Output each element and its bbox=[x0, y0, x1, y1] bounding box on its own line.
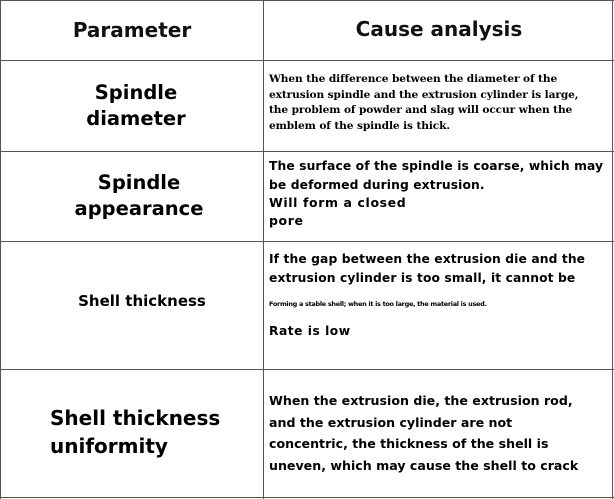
cause-line: extrusion cylinder is too small, it cannot be bbox=[269, 270, 576, 285]
cause-rate-text: Rate is low bbox=[269, 324, 351, 338]
cause-small-text: Forming a stable shell; when it is too large, the material is used. bbox=[269, 300, 487, 308]
parameter-cell bbox=[0, 241, 264, 369]
cause-line: extrusion spindle and the extrusion cylinder is large, bbox=[269, 88, 579, 101]
table-row bbox=[0, 60, 614, 151]
cause-extra-line: pore bbox=[269, 212, 304, 228]
cause-line: uneven, which may cause the shell to crack bbox=[269, 457, 579, 473]
parameter-line: appearance bbox=[74, 197, 204, 220]
cause-line: When the extrusion die, the extrusion rod, bbox=[269, 393, 573, 408]
cause-line: The surface of the spindle is coarse, which may bbox=[269, 159, 604, 173]
header-parameter: Parameter bbox=[72, 18, 192, 42]
cause-line: When the difference between the diameter of the bbox=[269, 73, 558, 85]
table-row bbox=[0, 369, 614, 497]
parameter-label: Shell thickness bbox=[78, 291, 206, 310]
header-cell-cause bbox=[264, 0, 614, 60]
parameter-line: Shell thickness bbox=[50, 406, 221, 430]
parameter-label bbox=[86, 80, 186, 132]
cause-cell bbox=[264, 369, 614, 497]
cause-line: the problem of powder and slag will occur when the bbox=[269, 104, 573, 117]
cause-line: emblem of the spindle is thick. bbox=[269, 119, 450, 132]
cause-line: If the gap between the extrusion die and the bbox=[269, 252, 586, 266]
parameter-line: uniformity bbox=[50, 434, 168, 458]
parameter-cell bbox=[0, 369, 264, 497]
table-row bbox=[0, 241, 614, 369]
parameter-line: Spindle bbox=[94, 80, 178, 104]
parameter-cell bbox=[0, 151, 264, 241]
cause-line: be deformed during extrusion. bbox=[269, 177, 485, 192]
cause-line: concentric, the thickness of the shell is bbox=[269, 436, 549, 451]
cause-extra-text bbox=[269, 194, 610, 229]
cause-cell bbox=[264, 241, 614, 369]
parameter-label bbox=[75, 170, 204, 222]
parameter-cell bbox=[0, 60, 264, 151]
cause-text bbox=[269, 390, 610, 476]
cause-cell bbox=[264, 151, 614, 241]
parameter-line: diameter bbox=[86, 106, 186, 130]
table-row bbox=[0, 151, 614, 241]
cause-line: and the extrusion cylinder are not bbox=[269, 414, 513, 430]
parameter-label bbox=[50, 404, 220, 460]
cause-text bbox=[269, 250, 610, 287]
cause-text bbox=[269, 72, 610, 134]
header-cause-analysis: Cause analysis bbox=[355, 17, 523, 41]
header-row bbox=[0, 0, 614, 60]
cause-cell bbox=[264, 60, 614, 151]
cause-text bbox=[269, 157, 610, 194]
cause-extra-line: Will form a closed bbox=[269, 195, 407, 210]
table-border-bottom bbox=[0, 497, 614, 498]
header-cell-parameter bbox=[0, 0, 264, 60]
parameter-line: Spindle bbox=[97, 171, 181, 194]
